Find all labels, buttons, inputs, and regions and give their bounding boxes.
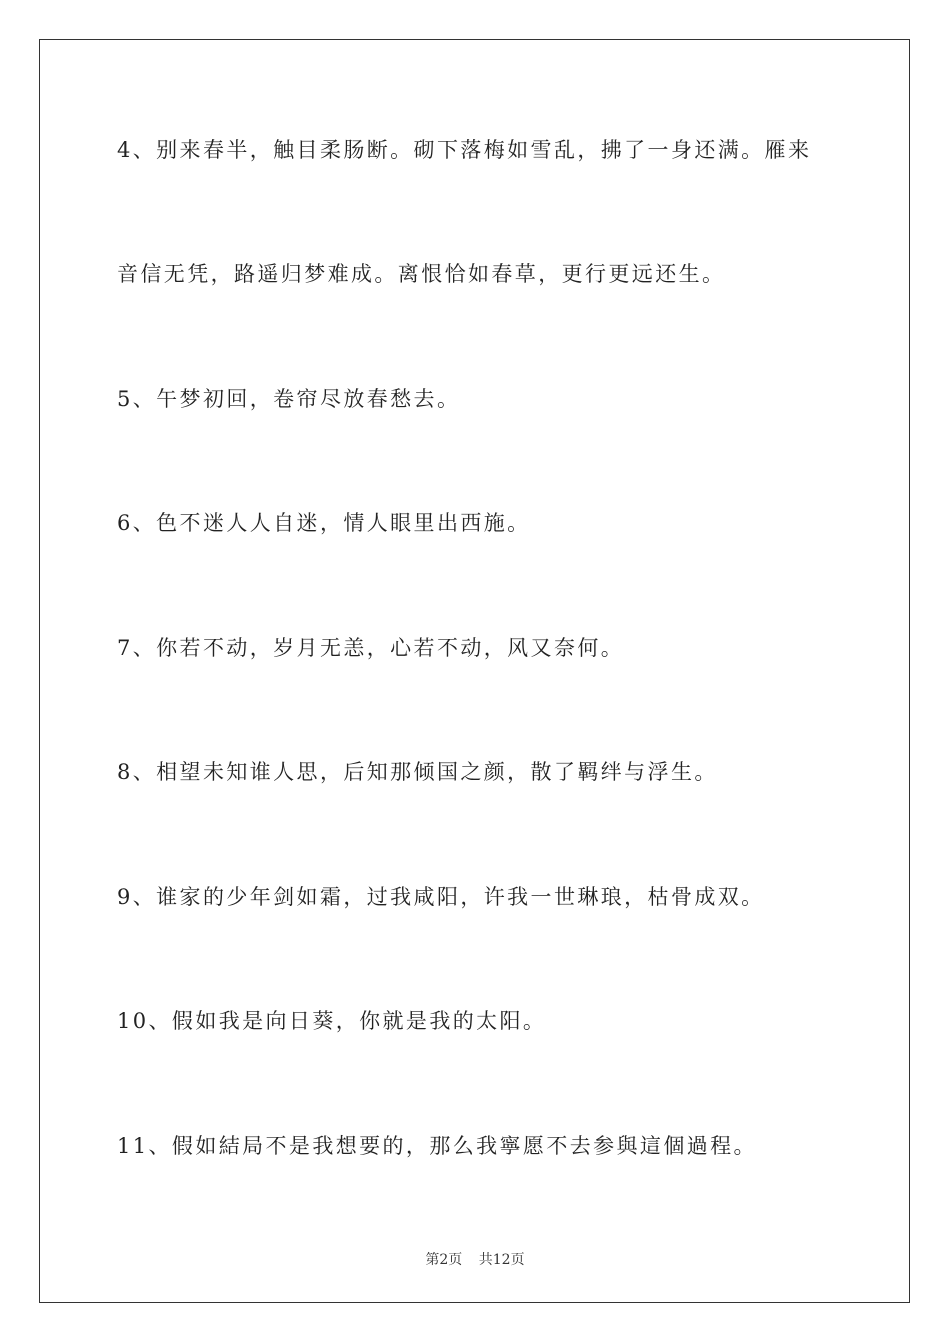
text-line-8: 10、假如我是向日葵，你就是我的太阳。 (117, 1009, 547, 1033)
page-footer (0, 1249, 950, 1269)
text-line-2: 音信无凭，路遥归梦难成。离恨恰如春草，更行更远还生。 (117, 262, 726, 286)
text-line-3: 5、午梦初回，卷帘尽放春愁去。 (117, 387, 461, 411)
text-line-4: 6、色不迷人人自迷，情人眼里出西施。 (117, 511, 531, 535)
text-line-1: 4、别来春半，触目柔肠断。砌下落梅如雪乱，拂了一身还满。雁来 (117, 138, 812, 162)
page-number: 第2页 (425, 1252, 463, 1268)
text-line-6: 8、相望未知谁人思，后知那倾国之颜，散了羁绊与浮生。 (117, 760, 718, 784)
total-pages: 共12页 (478, 1252, 525, 1268)
text-line-5: 7、你若不动，岁月无恙，心若不动，风又奈何。 (117, 636, 625, 660)
page-frame (39, 39, 910, 1303)
text-line-7: 9、谁家的少年剑如霜，过我咸阳，许我一世琳琅，枯骨成双。 (117, 885, 765, 909)
text-line-9: 11、假如結局不是我想要的，那么我寧愿不去参與這個過程。 (117, 1134, 757, 1158)
